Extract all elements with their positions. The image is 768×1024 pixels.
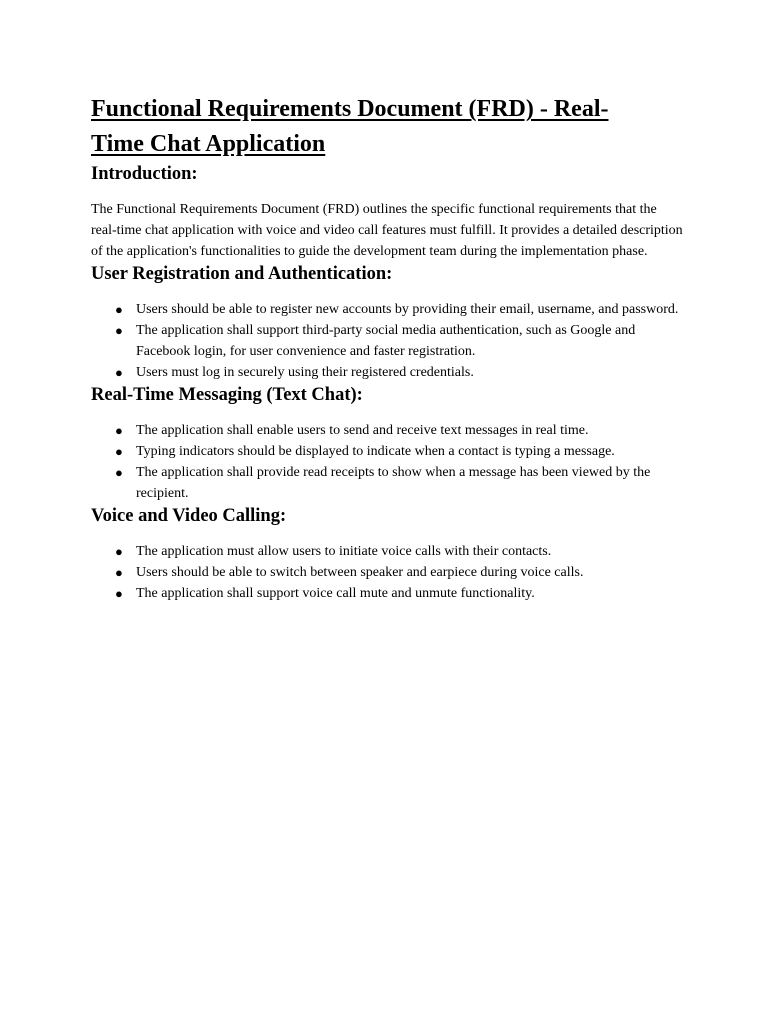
list-item-text: Users must log in securely using their registered credentials.	[136, 365, 474, 380]
introduction-paragraph: The Functional Requirements Document (FRD) outlines the specific functional requirements that the real-time chat application with voice and video call features must fulfill. It provides a detailed description of the application's functionalities to guide the development team during the implementation phase.	[91, 202, 683, 259]
list-item-text: The application shall support voice call mute and unmute functionality.	[136, 586, 535, 601]
section-real-time-messaging	[91, 383, 688, 504]
list-item	[91, 541, 686, 562]
list-item	[91, 420, 686, 441]
bullet-icon: ●	[115, 323, 123, 338]
list-item-text: The application must allow users to initiate voice calls with their contacts.	[136, 544, 552, 559]
section-voice-video-calling	[91, 504, 688, 604]
list-item-text: Typing indicators should be displayed to indicate when a contact is typing a message.	[136, 444, 615, 459]
section-heading: Real-Time Messaging (Text Chat):	[91, 385, 363, 405]
list-item	[91, 299, 686, 320]
bullet-icon: ●	[115, 465, 123, 480]
bullet-list	[91, 541, 688, 604]
introduction-heading: Introduction:	[91, 164, 198, 184]
list-item-text: The application shall support third-party social media authentication, such as Google and Facebook login, for user convenience and faster registration.	[136, 323, 636, 359]
list-item-text: Users should be able to switch between speaker and earpiece during voice calls.	[136, 565, 584, 580]
section-heading: User Registration and Authentication:	[91, 264, 393, 284]
list-item	[91, 362, 686, 383]
list-item	[91, 441, 686, 462]
section-user-registration	[91, 262, 688, 383]
bullet-icon: ●	[115, 565, 123, 580]
section-heading: Voice and Video Calling:	[91, 506, 287, 526]
bullet-list	[91, 420, 688, 504]
bullet-icon: ●	[115, 444, 123, 459]
bullet-icon: ●	[115, 365, 123, 380]
list-item-text: Users should be able to register new accounts by providing their email, username, and password.	[136, 302, 679, 317]
bullet-list	[91, 299, 688, 383]
bullet-icon: ●	[115, 423, 123, 438]
bullet-icon: ●	[115, 544, 123, 559]
list-item	[91, 462, 686, 504]
list-item	[91, 320, 686, 362]
bullet-icon: ●	[115, 586, 123, 601]
list-item	[91, 583, 686, 604]
list-item-text: The application shall provide read receipts to show when a message has been viewed by the recipient.	[136, 465, 651, 501]
bullet-icon: ●	[115, 302, 123, 317]
document-title: Functional Requirements Document (FRD) - Real-Time Chat Application	[91, 96, 609, 157]
list-item-text: The application shall enable users to send and receive text messages in real time.	[136, 423, 589, 438]
list-item	[91, 562, 686, 583]
